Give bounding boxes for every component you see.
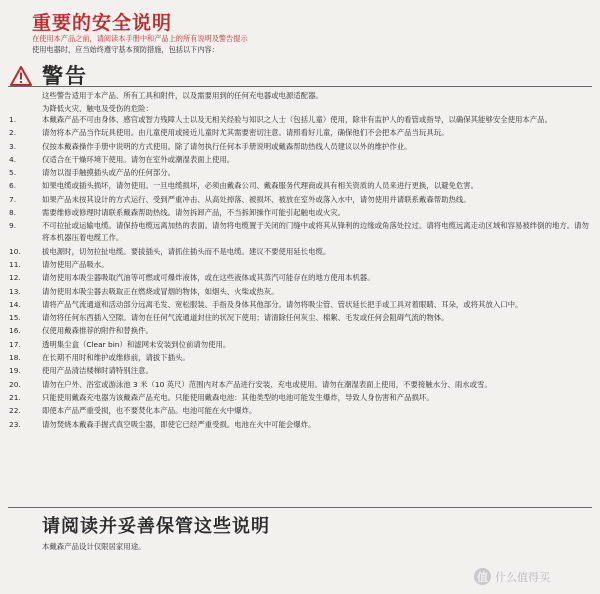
list-item-text: 拔电源时，切勿拉扯电缆。要拔插头，请抓住插头而不是电缆。建议不要使用延长电缆。: [42, 246, 331, 256]
list-item-text: 只能使用戴森充电器为该戴森产品充电。只能使用戴森电池：其他类型的电池可能发生爆炸，导致人身伤害和产品损坏。: [42, 392, 434, 402]
list-item-text: 需要维修或修理时请联系戴森帮助热线。请勿拆卸产品，不当拆卸操作可能引起触电或火灾。: [42, 208, 346, 218]
list-item-number: 5.: [9, 168, 17, 178]
list-item-text: 请勿将本产品当作玩具使用。由儿童使用或接近儿童时尤其需要密切注意。请照看好儿童，确保他们不会把本产品当玩具玩。: [42, 128, 449, 138]
list-item-number: 10.: [9, 246, 21, 256]
list-item-number: 23.: [9, 419, 21, 429]
warning-lead-scope: 这些警告适用于本产品、所有工具和附件，以及需要用到的任何充电器或电源适配器。: [42, 91, 323, 100]
list-item: [9, 141, 590, 153]
list-item-number: 21.: [9, 392, 21, 402]
list-item: [9, 339, 590, 351]
list-item-number: 7.: [9, 194, 17, 204]
list-item: [9, 259, 590, 271]
list-item-text: 在长期不用时和维护或维修前，请拔下插头。: [42, 353, 190, 363]
list-item-text: 请勿使用本吸尘器去吸取正在燃烧或冒烟的物体，如烟头、火柴或热灰。: [42, 286, 279, 296]
list-item: [9, 379, 590, 391]
list-item-text: 透明集尘盒（Clear bin）和滤网未安装到位前请勿使用。: [42, 339, 231, 349]
list-item-number: 11.: [9, 259, 21, 269]
list-item: [9, 312, 590, 324]
list-item: [9, 325, 590, 337]
list-item-number: 1.: [9, 115, 17, 124]
page-title: 重要的安全说明: [32, 12, 173, 34]
list-item-number: 13.: [9, 286, 21, 296]
list-item-text: 如果产品未按其设计的方式运行、受到严重冲击、从高处掉落、被损坏、被放在室外或落入水中，请勿使用并请联系戴森帮助热线。: [42, 194, 471, 204]
list-item: [9, 272, 590, 284]
list-item: [9, 194, 590, 206]
list-item-text: 请勿焚烧本戴森手握式真空吸尘器，即使它已经严重受损。电池在火中可能会爆炸。: [42, 419, 316, 429]
watermark-text: 什么值得买: [495, 570, 550, 584]
watermark: [474, 568, 550, 585]
list-item-number: 8.: [9, 208, 17, 218]
list-item-text: 本戴森产品不可由身体、感官或智力残障人士以及无相关经验与知识之人士（包括儿童）使用，除非有监护人的看管或指导，以确保其能够安全使用本产品。: [42, 115, 552, 124]
list-item-text: 仅使用戴森推荐的附件和替换件。: [42, 326, 153, 336]
list-item-text: 如果电缆或插头损坏，请勿使用。一旦电缆损坏，必须由戴森公司、戴森服务代理商或具有相关资质的人员来进行更换，以避免危害。: [42, 181, 479, 191]
divider-bottom: [8, 507, 592, 508]
list-item: [9, 180, 590, 192]
warning-triangle-icon: [10, 66, 32, 86]
list-item: [9, 127, 590, 139]
list-item-text: 请勿以湿手触摸插头或产品的任何部分。: [42, 168, 176, 178]
list-item-number: 19.: [9, 366, 21, 376]
list-item-text: 请勿使用产品吸水。: [42, 259, 109, 269]
list-item: [9, 114, 590, 126]
list-item-text: 请勿使用本吸尘器吸取汽油等可燃或可爆炸液体，或在这些液体或其蒸汽可能存在的地方使用本机器。: [42, 273, 375, 283]
list-item-number: 15.: [9, 313, 21, 323]
list-item: [9, 299, 590, 311]
list-item-number: 17.: [9, 339, 21, 349]
warning-list: [0, 114, 600, 432]
footer-subtitle: 本戴森产品设计仅限居家用途。: [42, 542, 146, 551]
intro-warning-note: 在使用本产品之前，请阅读本手册中和产品上的所有说明及警告提示: [32, 34, 248, 43]
list-item-number: 3.: [9, 141, 17, 151]
list-item-text: 仅按本戴森操作手册中说明的方式使用。除了请勿执行任何本手册说明或戴森帮助热线人员建议以外的维护作业。: [42, 141, 412, 151]
divider-top: [8, 86, 592, 87]
list-item-number: 12.: [9, 273, 21, 283]
list-item: [9, 207, 590, 219]
list-item: [9, 167, 590, 179]
footer-title: 请阅读并妥善保管这些说明: [42, 516, 270, 537]
warning-heading: 警告: [42, 64, 88, 88]
list-item-text: 请勿将任何东西插入空隙。请勿在任何气流通道封住的状况下使用；请清除任何灰尘、棉絮、毛发或任何会阻碍气流的物体。: [42, 313, 449, 323]
list-item: [9, 419, 590, 431]
warning-lead: [42, 90, 590, 115]
list-item-number: 16.: [9, 326, 21, 336]
list-item-text: 即使本产品严重受损，也不要焚化本产品。电池可能在火中爆炸。: [42, 406, 257, 416]
list-item-number: 4.: [9, 154, 17, 164]
list-item-number: 9.: [9, 221, 17, 231]
list-item: [9, 286, 590, 298]
list-item-text: 仅适合在干燥环境下使用。请勿在室外或潮湿表面上使用。: [42, 154, 235, 164]
list-item: [9, 405, 590, 417]
list-item: [9, 220, 590, 244]
intro-note: 使用电器时，应当始终遵守基本预防措施，包括以下内容：: [32, 45, 219, 54]
list-item: [9, 392, 590, 404]
list-item-number: 14.: [9, 299, 21, 309]
list-item-text: 请将产品气流通道和活动部分远离毛发、宽松服装、手指及身体其他部分。请勿将吸尘管、管状延长把手或工具对着眼睛、耳朵，或将其放入口中。: [42, 299, 523, 309]
list-item-number: 6.: [9, 181, 17, 191]
list-item-number: 22.: [9, 406, 21, 416]
list-item-text: 请勿在户外、浴室或游泳池 3 米（10 英尺）范围内对本产品进行安装、充电或使用。请勿在潮湿表面上使用，不要接触水分、雨水或雪。: [42, 379, 492, 389]
list-item-number: 20.: [9, 379, 21, 389]
list-item-text: 不可拉扯或运输电缆。请保持电缆远离加热的表面。请勿将电缆置于关闭的门缝中或将其从锋利的边缘或角落处拉过。请将电缆远离走动区域和容易被绊倒的地方。请勿将本机器压着电缆工作。: [42, 221, 589, 243]
list-item-text: 使用产品清洁楼梯时请特别注意。: [42, 366, 153, 376]
list-item: [9, 154, 590, 166]
list-item-number: 2.: [9, 128, 17, 138]
list-item: [9, 352, 590, 364]
list-item-number: 18.: [9, 353, 21, 363]
list-item: [9, 246, 590, 258]
list-item: [9, 365, 590, 377]
watermark-badge-icon: 值: [474, 568, 491, 585]
warning-lead-risk: 为降低火灾、触电及受伤的危险：: [42, 103, 153, 113]
